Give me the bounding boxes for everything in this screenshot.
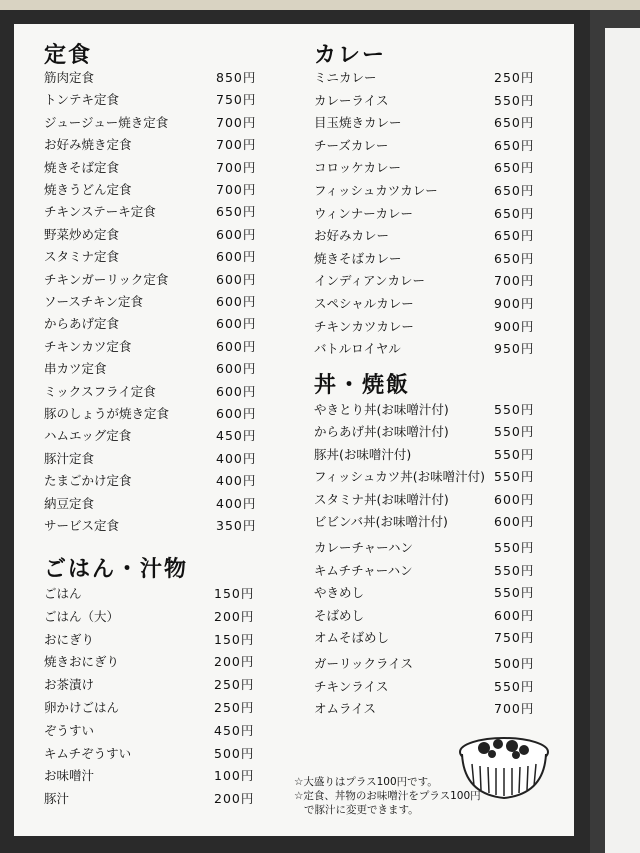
- menu-item-price: 700円: [494, 701, 535, 717]
- note-tonjiru-upgrade: ☆定食、丼物のお味噌汁をプラス100円: [294, 790, 481, 802]
- menu-item-name: ミックスフライ定食: [44, 383, 156, 399]
- menu-item-price: 150円: [214, 631, 255, 647]
- menu-item-price: 750円: [494, 630, 535, 645]
- menu-item-name: 焼きそば定食: [44, 159, 120, 175]
- menu-item-name: 筋肉定食: [44, 70, 95, 85]
- menu-item-name: 豚のしょうが焼き定食: [44, 406, 170, 421]
- menu-item-price: 600円: [216, 226, 257, 242]
- menu-item-price: 100円: [214, 768, 255, 784]
- note-large-size: ☆大盛りはプラス100円です。: [294, 776, 438, 788]
- menu-item-name: そばめし: [314, 607, 365, 623]
- adjacent-menu-sheet: [605, 28, 640, 853]
- menu-item-name: ビビンバ丼(お味噌汁付): [314, 514, 448, 529]
- menu-item-name: たまごかけ定食: [44, 473, 132, 489]
- menu-item-name: ごはん（大）: [44, 608, 120, 624]
- menu-item-price: 500円: [494, 656, 535, 672]
- menu-item-name: 焼きそばカレー: [314, 250, 402, 266]
- menu-item-name: スペシャルカレー: [314, 296, 414, 311]
- menu-item-price: 200円: [214, 791, 255, 807]
- note-tonjiru-upgrade-cont: で豚汁に変更できます。: [304, 804, 419, 816]
- menu-item-price: 700円: [216, 159, 257, 175]
- menu-item-name: ガーリックライス: [314, 656, 414, 672]
- menu-item-price: 900円: [494, 296, 535, 311]
- menu-item-price: 600円: [216, 249, 257, 265]
- section-title-curry: カレー: [314, 43, 387, 68]
- menu-item-name: サービス定食: [44, 518, 120, 533]
- menu-item-price: 700円: [216, 182, 257, 197]
- menu-item-name: 串カツ定食: [44, 361, 107, 377]
- menu-item-price: 350円: [216, 518, 257, 533]
- menu-item-price: 550円: [494, 562, 535, 578]
- menu-item-price: 900円: [494, 318, 535, 334]
- menu-item-name: カレーチャーハン: [314, 540, 414, 556]
- menu-item-name: スタミナ定食: [44, 249, 120, 265]
- menu-item-price: 150円: [214, 586, 255, 601]
- menu-item-name: オムライス: [314, 701, 377, 717]
- menu-item-name: 目玉焼きカレー: [314, 115, 402, 131]
- menu-item-name: からあげ定食: [44, 316, 120, 332]
- menu-item-price: 250円: [494, 70, 535, 85]
- menu-item-price: 700円: [216, 137, 257, 153]
- menu-item-name: トンテキ定食: [44, 92, 120, 108]
- menu-item-price: 600円: [216, 271, 257, 287]
- menu-item-price: 200円: [214, 654, 255, 670]
- menu-item-price: 550円: [494, 424, 535, 440]
- menu-item-price: 600円: [216, 361, 257, 377]
- menu-item-price: 650円: [494, 228, 535, 244]
- menu-item-price: 700円: [216, 114, 257, 130]
- menu-item-price: 550円: [494, 402, 535, 417]
- menu-item-name: コロッケカレー: [314, 160, 402, 176]
- menu-item-name: 卵かけごはん: [44, 700, 120, 715]
- menu-item-name: お味噌汁: [44, 768, 95, 784]
- menu-item-name: 豚汁: [44, 791, 70, 807]
- menu-item-price: 650円: [494, 205, 535, 221]
- menu-item-name: 豚丼(お味噌汁付): [314, 446, 412, 462]
- menu-item-price: 250円: [214, 700, 255, 715]
- menu-item-name: お好み焼き定食: [44, 137, 132, 153]
- menu-item-price: 250円: [214, 677, 255, 693]
- menu-item-price: 600円: [494, 514, 535, 529]
- menu-item-name: ソースチキン定食: [44, 294, 144, 309]
- menu-item-price: 450円: [216, 428, 257, 444]
- menu-sheet: [14, 24, 574, 836]
- menu-item-name: 焼きうどん定食: [44, 182, 132, 197]
- menu-item-price: 400円: [216, 495, 257, 511]
- menu-item-name: チーズカレー: [314, 137, 389, 153]
- menu-item-price: 650円: [494, 115, 535, 131]
- menu-item-price: 600円: [216, 316, 257, 332]
- menu-item-name: チキンカツカレー: [314, 318, 414, 334]
- menu-item-name: チキンステーキ定食: [44, 204, 156, 220]
- menu-item-price: 600円: [216, 338, 257, 354]
- menu-item-price: 550円: [494, 469, 535, 485]
- menu-item-price: 600円: [216, 294, 257, 309]
- menu-item-price: 650円: [494, 137, 535, 153]
- menu-item-name: 豚汁定食: [44, 450, 95, 466]
- menu-item-price: 450円: [214, 722, 255, 738]
- menu-item-name: カレーライス: [314, 92, 389, 108]
- menu-item-name: チキンガーリック定食: [44, 271, 169, 287]
- menu-item-price: 550円: [494, 678, 535, 694]
- menu-item-name: お好みカレー: [314, 228, 390, 244]
- menu-item-name: 野菜炒め定食: [44, 226, 120, 242]
- menu-item-price: 700円: [494, 273, 535, 289]
- menu-item-name: ぞうすい: [44, 722, 95, 738]
- menu-item-price: 600円: [494, 491, 535, 507]
- menu-item-price: 200円: [214, 608, 255, 624]
- menu-item-name: キムチチャーハン: [314, 562, 413, 578]
- section-title-gohan: ごはん・汁物: [44, 557, 189, 582]
- rice-bowl-icon: [454, 724, 554, 804]
- menu-item-price: 550円: [494, 446, 535, 462]
- menu-item-price: 650円: [494, 160, 535, 176]
- menu-item-price: 600円: [216, 383, 257, 399]
- menu-item-name: チキンカツ定食: [44, 338, 132, 354]
- menu-item-name: やきめし: [314, 585, 365, 601]
- menu-item-price: 600円: [216, 406, 257, 421]
- section-title-teishoku: 定食: [44, 43, 93, 68]
- menu-item-price: 500円: [214, 745, 255, 761]
- menu-item-name: キムチぞうすい: [44, 745, 132, 761]
- menu-item-price: 650円: [216, 204, 257, 220]
- menu-item-name: スタミナ丼(お味噌汁付): [314, 491, 449, 507]
- menu-item-price: 550円: [494, 585, 535, 601]
- menu-item-price: 550円: [494, 540, 535, 556]
- menu-item-name: やきとり丼(お味噌汁付): [314, 402, 449, 417]
- menu-item-price: 400円: [216, 473, 257, 489]
- menu-item-name: ごはん: [44, 586, 82, 601]
- menu-item-price: 550円: [494, 92, 535, 108]
- menu-item-name: フィッシュカツカレー: [314, 183, 438, 198]
- menu-item-price: 400円: [216, 450, 257, 466]
- menu-item-price: 600円: [494, 607, 535, 623]
- menu-item-name: ミニカレー: [314, 70, 377, 85]
- menu-item-name: からあげ丼(お味噌汁付): [314, 424, 449, 440]
- menu-item-name: ウィンナーカレー: [314, 205, 414, 221]
- menu-item-price: 650円: [494, 250, 535, 266]
- menu-item-price: 750円: [216, 92, 257, 108]
- menu-item-name: フィッシュカツ丼(お味噌汁付): [314, 469, 486, 485]
- menu-item-name: おにぎり: [44, 631, 95, 647]
- menu-item-name: 納豆定食: [44, 495, 95, 511]
- menu-item-name: バトルロイヤル: [314, 341, 401, 357]
- menu-item-price: 950円: [494, 341, 535, 357]
- section-title-donburi: 丼・焼飯: [314, 373, 411, 398]
- menu-item-name: 焼きおにぎり: [44, 654, 120, 670]
- menu-item-name: オムそばめし: [314, 630, 390, 645]
- menu-item-name: インディアンカレー: [314, 273, 426, 289]
- menu-item-name: チキンライス: [314, 678, 389, 694]
- menu-item-price: 850円: [216, 70, 257, 85]
- menu-item-name: ハムエッグ定食: [44, 428, 132, 444]
- menu-item-name: ジュージュー焼き定食: [44, 114, 169, 130]
- menu-item-name: お茶漬け: [44, 677, 95, 693]
- menu-item-price: 650円: [494, 183, 535, 198]
